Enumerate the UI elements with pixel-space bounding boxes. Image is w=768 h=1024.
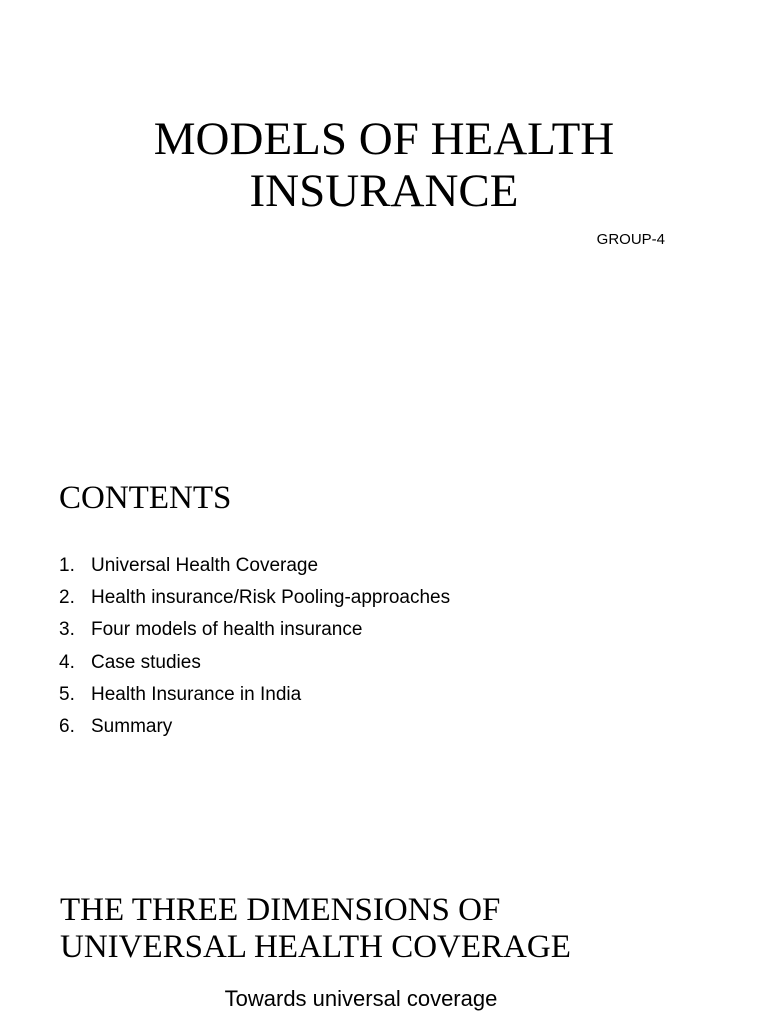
list-item-text: Summary bbox=[91, 715, 173, 737]
presentation-title bbox=[0, 113, 768, 217]
list-item bbox=[59, 614, 450, 646]
list-item-text: Case studies bbox=[91, 651, 201, 673]
contents-heading: CONTENTS bbox=[59, 480, 232, 516]
contents-list bbox=[59, 550, 450, 743]
list-item-text: Universal Health Coverage bbox=[91, 555, 319, 576]
list-item bbox=[59, 711, 450, 743]
title-line-2: INSURANCE bbox=[249, 165, 519, 217]
list-item-text: Health insurance/Risk Pooling-approaches bbox=[91, 587, 451, 609]
list-item-number: 3. bbox=[59, 619, 75, 641]
list-item bbox=[59, 679, 450, 711]
group-label: GROUP-4 bbox=[596, 231, 665, 248]
list-item-number: 1. bbox=[59, 555, 75, 576]
list-item bbox=[59, 582, 450, 614]
list-item-number: 4. bbox=[59, 651, 75, 673]
list-item bbox=[59, 647, 450, 679]
contents-slide bbox=[0, 440, 768, 860]
title-line-1: MODELS OF HEALTH bbox=[153, 113, 615, 165]
list-item-number: 6. bbox=[59, 715, 75, 737]
dimensions-slide bbox=[0, 860, 768, 1024]
title-slide bbox=[0, 0, 768, 440]
list-item-text: Four models of health insurance bbox=[91, 619, 363, 641]
dimensions-title-line-1: THE THREE DIMENSIONS OF bbox=[60, 892, 501, 928]
dimensions-title-line-2: UNIVERSAL HEALTH COVERAGE bbox=[60, 929, 571, 965]
list-item bbox=[59, 550, 450, 582]
list-item-number: 2. bbox=[59, 587, 75, 609]
dimensions-title bbox=[60, 892, 571, 966]
list-item-number: 5. bbox=[59, 683, 75, 705]
list-item-text: Health Insurance in India bbox=[91, 683, 302, 705]
dimensions-subtitle: Towards universal coverage bbox=[224, 986, 498, 1011]
